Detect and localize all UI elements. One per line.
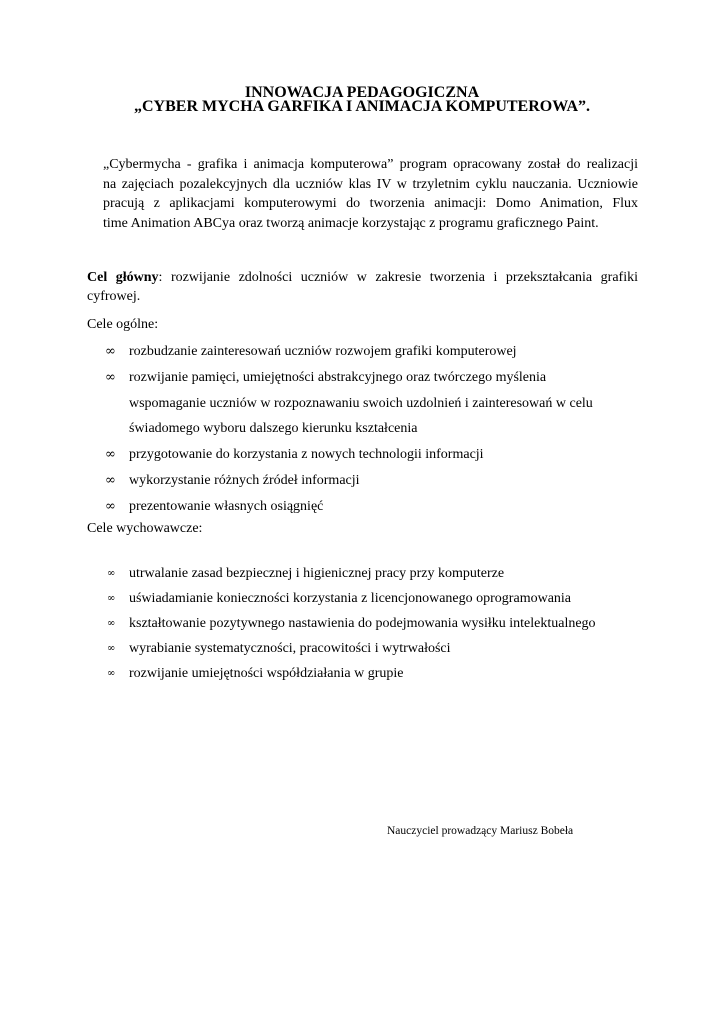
main-goal-label: Cel główny — [87, 270, 159, 285]
infinity-bullet-icon: ∞ — [107, 593, 116, 604]
list-item: rozbudzanie zainteresowań uczniów rozwojem grafiki komputerowej — [129, 344, 517, 359]
infinity-bullet-icon: ∞ — [105, 344, 116, 359]
list-item: rozwijanie pamięci, umiejętności abstrakcyjnego oraz twórczego myślenia — [129, 370, 547, 385]
infinity-bullet-icon: ∞ — [107, 643, 116, 654]
list-item: uświadamianie konieczności korzystania z licencjonowanego oprogramowania — [129, 591, 572, 606]
main-goal-text: : rozwijanie zdolności uczniów w zakresie tworzenia i przekształcania grafiki — [158, 270, 638, 285]
intro-line: na zajęciach pozalekcyjnych dla uczniów klas IV w trzyletnim cyklu nauczania. Uczniowie — [103, 176, 638, 192]
infinity-bullet-icon: ∞ — [105, 370, 116, 385]
list-item-continued: wspomaganie uczniów w rozpoznawaniu swoich uzdolnień i zainteresowań w celu — [129, 396, 593, 411]
list-item: utrwalanie zasad bezpiecznej i higienicznej pracy przy komputerze — [129, 566, 505, 581]
infinity-bullet-icon: ∞ — [105, 473, 116, 488]
infinity-bullet-icon: ∞ — [107, 568, 116, 579]
list-item: wykorzystanie różnych źródeł informacji — [129, 473, 360, 488]
infinity-bullet-icon: ∞ — [107, 618, 116, 629]
list-item: prezentowanie własnych osiągnięć — [129, 499, 324, 514]
educational-goals-heading: Cele wychowawcze: — [87, 521, 203, 536]
intro-line: pracują z aplikacjami komputerowymi do tworzenia animacji: Domo Animation, Flux — [103, 196, 638, 211]
infinity-bullet-icon: ∞ — [107, 668, 116, 679]
teacher-signature: Nauczyciel prowadzący Mariusz Bobeła — [387, 825, 574, 837]
document-subtitle: „CYBER MYCHA GARFIKA I ANIMACJA KOMPUTEROWA”. — [133, 98, 590, 115]
intro-line: time Animation ABCya oraz tworzą animacje korzystając z programu graficznego Paint. — [103, 215, 599, 231]
list-item: przygotowanie do korzystania z nowych technologii informacji — [129, 447, 484, 462]
list-item-continued: świadomego wyboru dalszego kierunku kształcenia — [129, 421, 418, 436]
general-goals-heading: Cele ogólne: — [87, 317, 159, 332]
list-item: wyrabianie systematyczności, pracowitości i wytrwałości — [129, 641, 451, 656]
main-goal-text-continued: cyfrowej. — [87, 289, 141, 304]
list-item: rozwijanie umiejętności współdziałania w grupie — [129, 666, 404, 681]
infinity-bullet-icon: ∞ — [105, 447, 116, 462]
document-title: INNOWACJA PEDAGOGICZNA — [244, 84, 480, 101]
intro-line: „Cybermycha - grafika i animacja komputerowa” program opracowany został do realizacji — [103, 157, 638, 172]
infinity-bullet-icon: ∞ — [105, 499, 116, 514]
list-item: kształtowanie pozytywnego nastawienia do podejmowania wysiłku intelektualnego — [129, 616, 596, 631]
